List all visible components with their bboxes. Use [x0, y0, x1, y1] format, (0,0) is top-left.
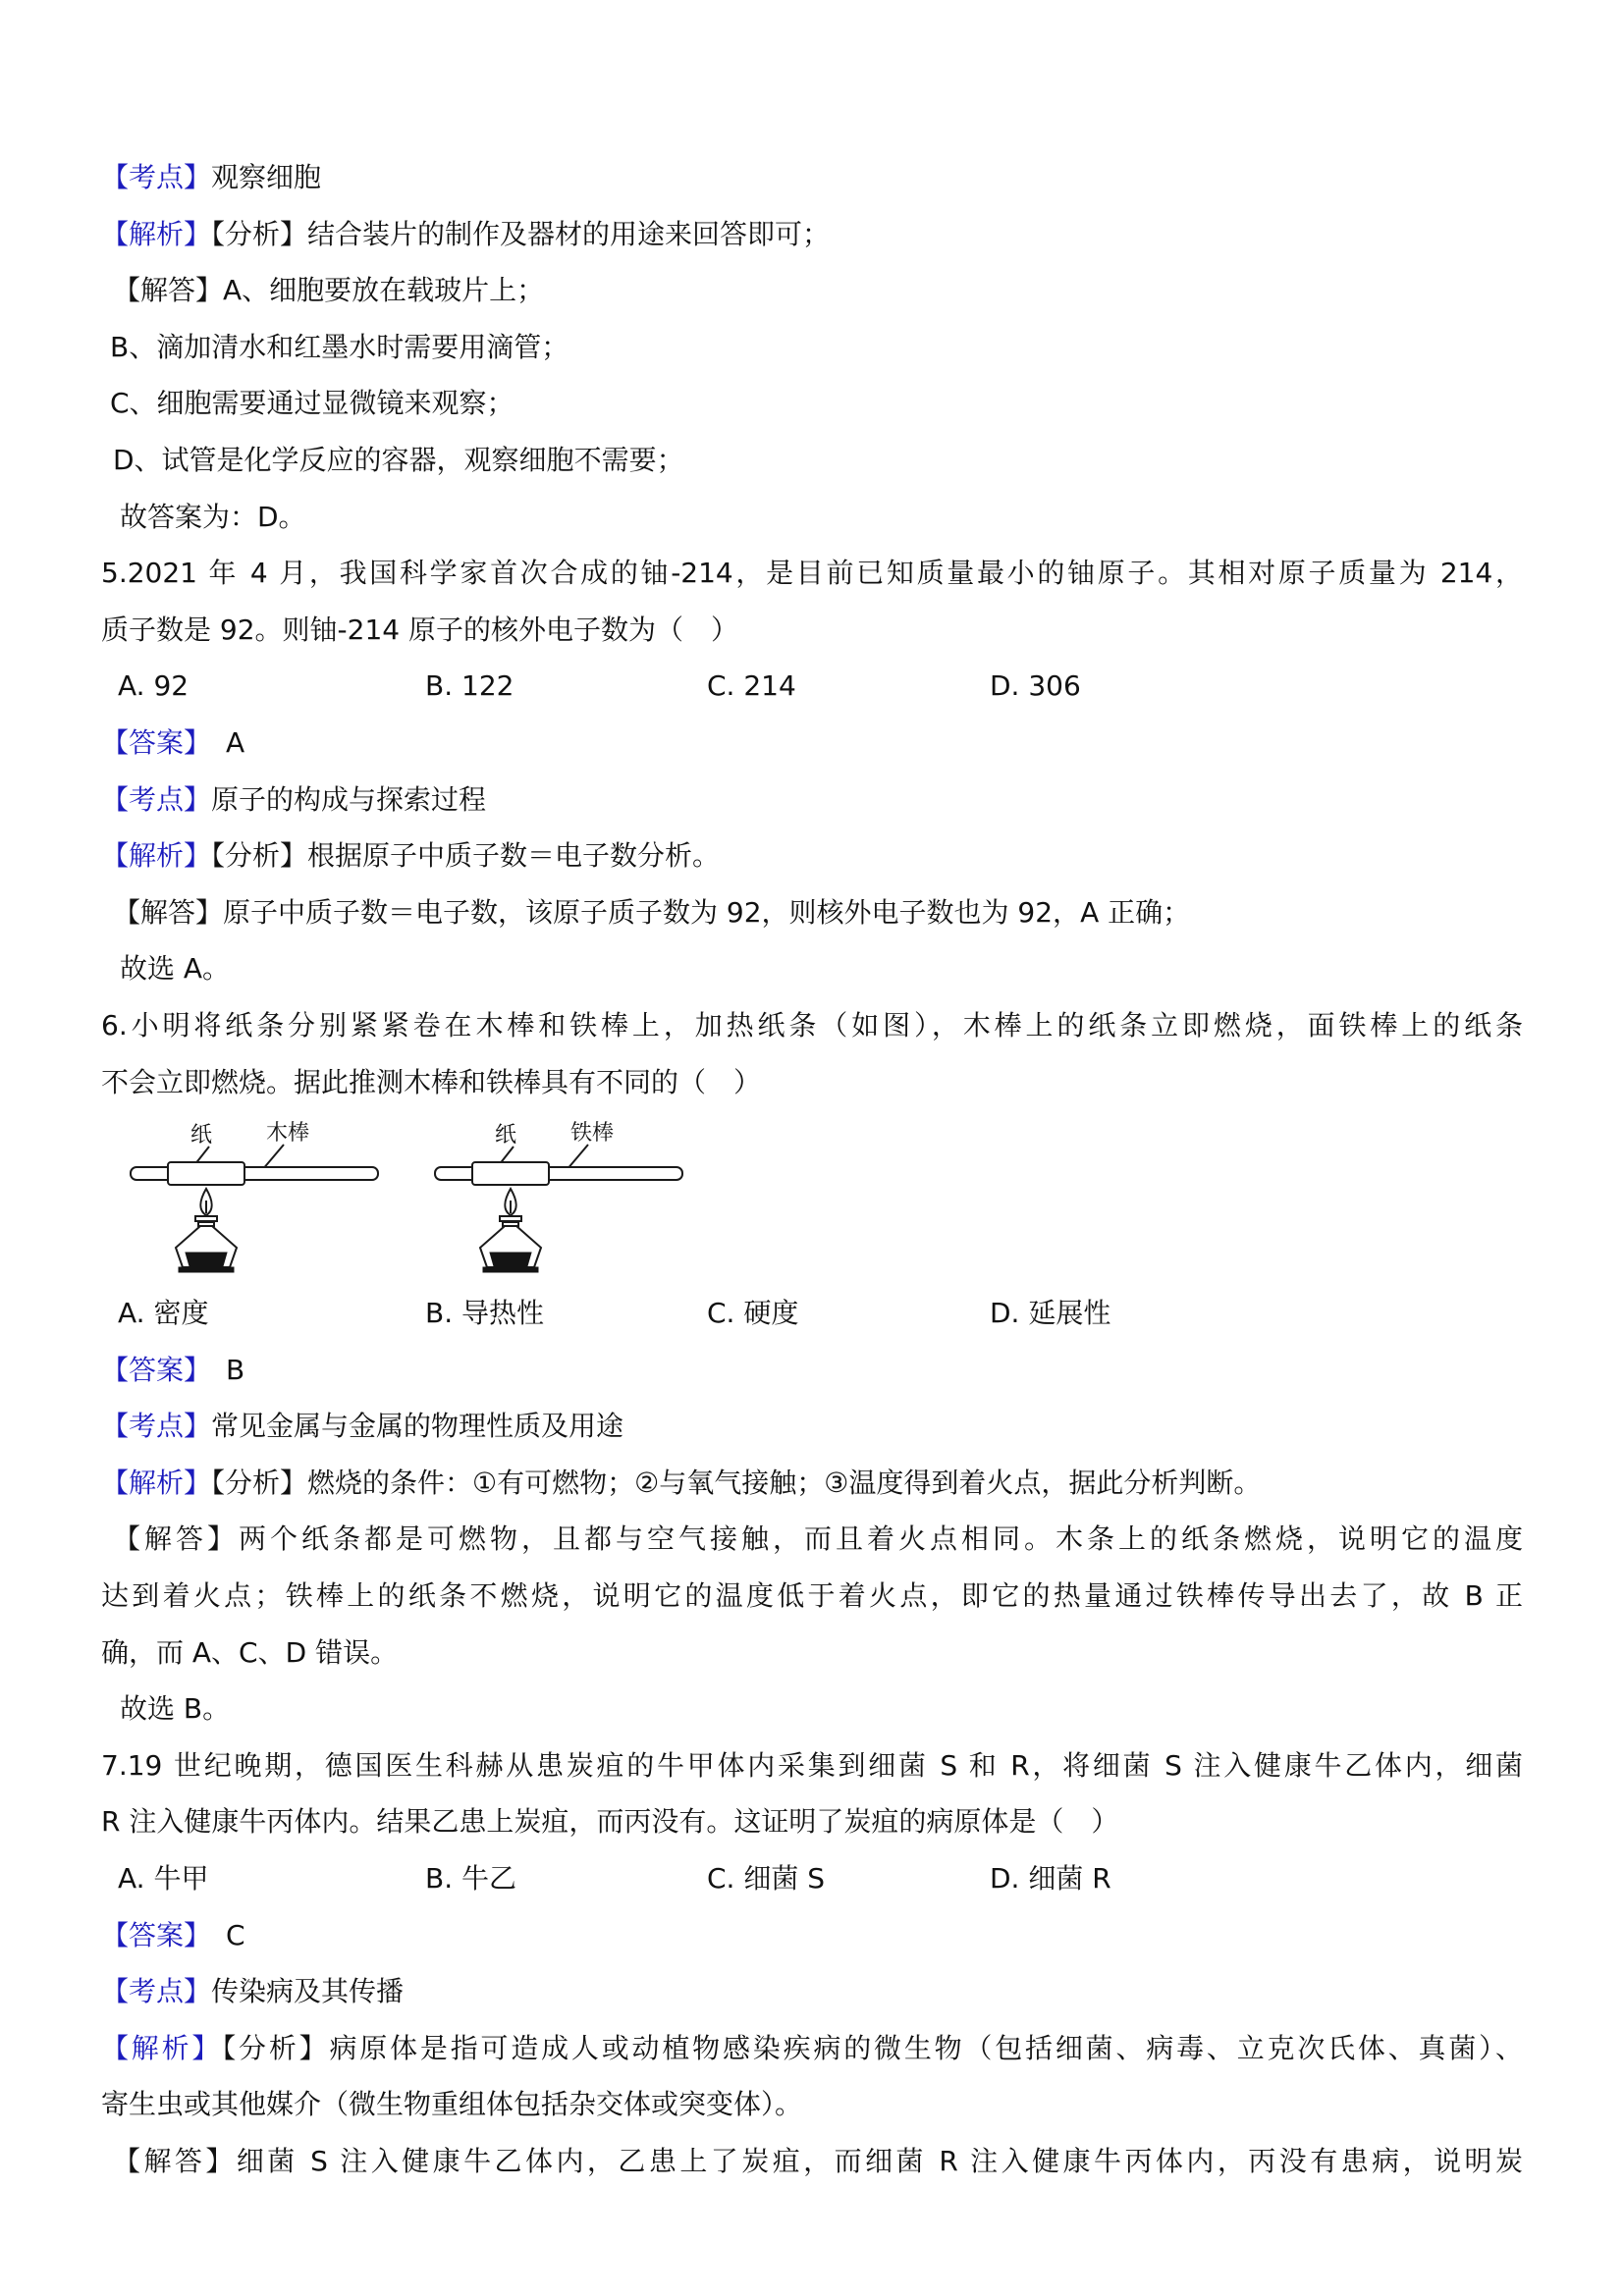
- options-row-q6: [101, 1285, 1523, 1342]
- question-6-line: [101, 1054, 1523, 1111]
- section-label-daan: 【答案】: [101, 1353, 212, 1386]
- line-text: 寄生虫或其他媒介（微生物重组体包括杂交体或突变体）。: [101, 2088, 803, 2121]
- line-text: 达到着火点；铁棒上的纸条不燃烧，说明它的温度低于着火点，即它的热量通过铁棒传导出去了，故 B 正: [101, 1579, 1523, 1613]
- line-text: R 注入健康牛丙体内。结果乙患上炭疽，而丙没有。这证明了炭疽的病原体是（ ）: [101, 1805, 1119, 1839]
- option-d: D. 延展性: [990, 1297, 1111, 1330]
- conclusion-line: [101, 489, 1523, 546]
- section-label-daan: 【答案】: [101, 1918, 212, 1951]
- conclusion-line: [101, 1681, 1523, 1737]
- question-5-line: [101, 602, 1523, 659]
- line-text: 【分析】病原体是指可造成人或动植物感染疾病的微生物（包括细菌、病毒、立克次氏体、真菌）、: [222, 2031, 1523, 2064]
- section-label-kaodian: 【考点】: [101, 782, 212, 816]
- question-6-figure: [101, 1110, 1523, 1285]
- text-line: [101, 262, 1523, 319]
- text-line: [101, 1568, 1523, 1625]
- line-text: 故选 A。: [120, 952, 231, 986]
- option-c: C. 细菌 S: [707, 1862, 826, 1896]
- paper-label: 纸: [189, 1123, 213, 1148]
- text-line: [101, 375, 1523, 432]
- text-line: [101, 432, 1523, 489]
- option-b: B. 牛乙: [425, 1862, 517, 1896]
- section-label-kaodian: 【考点】: [101, 1975, 212, 2008]
- text-line: [101, 1625, 1523, 1682]
- option-c: C. 214: [707, 669, 796, 703]
- option-c: C. 硬度: [707, 1297, 799, 1330]
- text-line: [101, 828, 1523, 884]
- text-line: [101, 206, 1523, 263]
- line-text: 【解答】两个纸条都是可燃物，且都与空气接触，而且着火点相同。木条上的纸条燃烧，说明它的温度: [113, 1522, 1523, 1556]
- wood-rod-label: 木棒: [265, 1121, 310, 1147]
- option-b: B. 122: [425, 669, 514, 703]
- section-label-jiexi: 【解析】: [101, 1466, 212, 1499]
- line-text: C、细胞需要通过显微镜来观察；: [110, 387, 514, 420]
- line-text: 【分析】根据原子中质子数＝电子数分析。: [211, 839, 721, 873]
- section-label-kaodian: 【考点】: [101, 161, 212, 193]
- option-d: D. 306: [990, 669, 1081, 703]
- option-a: A. 牛甲: [118, 1862, 209, 1896]
- question-7-line: [101, 1793, 1523, 1850]
- line-text: 5.2021 年 4 月，我国科学家首次合成的铀-214，是目前已知质量最小的铀原子。其相对原子质量为 214，: [101, 557, 1523, 590]
- line-text: 观察细胞: [211, 161, 322, 193]
- line-text: 【解答】A、细胞要放在载玻片上；: [113, 274, 545, 307]
- line-text: B、滴加清水和红墨水时需要用滴管；: [110, 330, 569, 363]
- text-line: [101, 1398, 1523, 1455]
- question-5-line: [101, 545, 1523, 602]
- line-text: 7.19 世纪晚期，德国医生科赫从患炭疽的牛甲体内采集到细菌 S 和 R，将细菌 S 注入健康牛乙体内，细菌: [101, 1748, 1523, 1782]
- text-line: [101, 772, 1523, 828]
- section-label-jiexi: 【解析】: [101, 839, 212, 873]
- section-label-jiexi: 【解析】: [101, 2031, 223, 2064]
- section-label-jiexi: 【解析】: [101, 217, 212, 250]
- text-line: [101, 319, 1523, 376]
- line-text: 原子的构成与探索过程: [211, 782, 487, 816]
- answer-line-q5: [101, 715, 1523, 772]
- conclusion-line: [101, 940, 1523, 997]
- line-text: D、试管是化学反应的容器，观察细胞不需要；: [113, 443, 684, 476]
- text-line: [101, 1455, 1523, 1512]
- line-text: 【解答】原子中质子数＝电子数，该原子质子数为 92，则核外电子数也为 92，A 正确；: [113, 895, 1191, 929]
- text-line: [101, 2020, 1523, 2077]
- text-line: [101, 1511, 1523, 1568]
- line-text: 【分析】结合装片的制作及器材的用途来回答即可；: [211, 217, 831, 250]
- line-text: 不会立即燃烧。据此推测木棒和铁棒具有不同的（ ）: [101, 1065, 762, 1098]
- text-line: [101, 2133, 1523, 2190]
- wood-rod-setup: [131, 1121, 378, 1272]
- line-text: 6.小明将纸条分别紧紧卷在木棒和铁棒上，加热纸条（如图），木棒上的纸条立即燃烧，面铁棒上的纸条: [101, 1008, 1523, 1041]
- text-line: [101, 149, 1523, 206]
- options-row-q5: [101, 658, 1523, 715]
- options-row-q7: [101, 1850, 1523, 1907]
- option-a: A. 密度: [118, 1297, 209, 1330]
- line-text: 质子数是 92。则铀-214 原子的核外电子数为（ ）: [101, 613, 738, 646]
- answer-line-q7: [101, 1907, 1523, 1964]
- section-label-daan: 【答案】: [101, 725, 212, 759]
- iron-rod-setup: [435, 1121, 682, 1272]
- answer-line-q6: [101, 1342, 1523, 1399]
- line-text: 【解答】细菌 S 注入健康牛乙体内，乙患上了炭疽，而细菌 R 注入健康牛丙体内，丙没有患病，说明炭: [113, 2145, 1523, 2177]
- option-a: A. 92: [118, 669, 189, 703]
- text-line: [101, 884, 1523, 941]
- line-text: 常见金属与金属的物理性质及用途: [211, 1410, 624, 1443]
- line-text: 故选 B。: [120, 1692, 231, 1726]
- iron-rod-label: 铁棒: [569, 1121, 615, 1147]
- answer-letter: C: [226, 1918, 245, 1951]
- section-label-kaodian: 【考点】: [101, 1410, 212, 1443]
- burner-diagram: [123, 1114, 692, 1281]
- question-6-line: [101, 997, 1523, 1054]
- line-text: 传染病及其传播: [211, 1975, 405, 2008]
- line-text: 确，而 A、C、D 错误。: [101, 1635, 399, 1669]
- line-text: 【分析】燃烧的条件：①有可燃物；②与氧气接触；③温度得到着火点，据此分析判断。: [211, 1466, 1262, 1499]
- text-line: [101, 2076, 1523, 2133]
- answer-letter: A: [226, 725, 245, 759]
- answer-letter: B: [226, 1353, 245, 1386]
- question-7-line: [101, 1737, 1523, 1794]
- line-text: 故答案为：D。: [120, 500, 306, 533]
- option-d: D. 细菌 R: [990, 1862, 1111, 1896]
- option-b: B. 导热性: [425, 1297, 545, 1330]
- text-line: [101, 1963, 1523, 2020]
- paper-label: 纸: [494, 1123, 517, 1148]
